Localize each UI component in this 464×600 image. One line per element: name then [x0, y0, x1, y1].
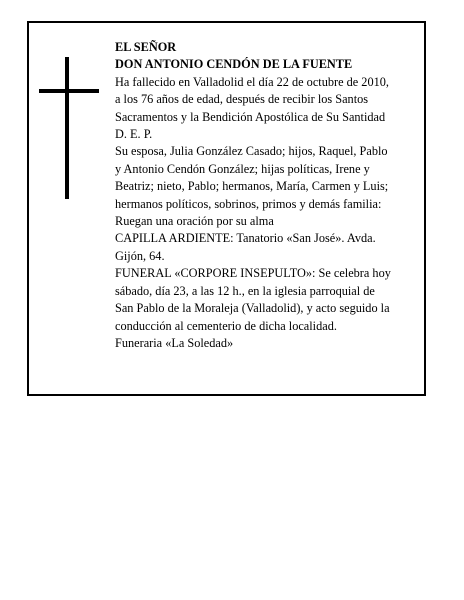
- body-line: conducción al cementerio de dicha localidad.: [115, 318, 337, 333]
- body-line: Ha fallecido en Valladolid el día 22 de octubre de 2010,: [115, 74, 389, 89]
- body-line: Sacramentos y la Bendición Apostólica de Su Santidad: [115, 109, 386, 124]
- body-line: y Antonio Cendón González; hijas políticas, Irene y: [115, 161, 370, 176]
- body-line: sábado, día 23, a las 12 h., en la iglesia parroquial de: [115, 283, 375, 298]
- body-line: Funeraria «La Soledad»: [115, 335, 234, 350]
- obituary-notice: [27, 21, 426, 396]
- deceased-name: DON ANTONIO CENDÓN DE LA FUENTE: [115, 57, 353, 72]
- heading-line: EL SEÑOR: [115, 40, 177, 54]
- body-line: a los 76 años de edad, después de recibir los Santos: [115, 92, 369, 107]
- body-line: D. E. P.: [115, 127, 153, 142]
- body-line: Ruegan una oración por su alma: [115, 214, 274, 229]
- body-line: San Pablo de la Moraleja (Valladolid), y acto seguido la: [115, 301, 390, 316]
- body-line: CAPILLA ARDIENTE: Tanatorio «San José». Avda.: [115, 231, 376, 246]
- body-line: hermanos políticos, sobrinos, primos y demás familia:: [115, 196, 382, 211]
- body-line: FUNERAL «CORPORE INSEPULTO»: Se celebra hoy: [115, 266, 391, 281]
- notice-text: [115, 39, 425, 352]
- body-line: Beatriz; nieto, Pablo; hermanos, María, Carmen y Luis;: [115, 179, 389, 194]
- body-line: Su esposa, Julia González Casado; hijos, Raquel, Pablo: [115, 144, 388, 159]
- cross-icon: [39, 57, 99, 199]
- body-line: Gijón, 64.: [115, 248, 165, 263]
